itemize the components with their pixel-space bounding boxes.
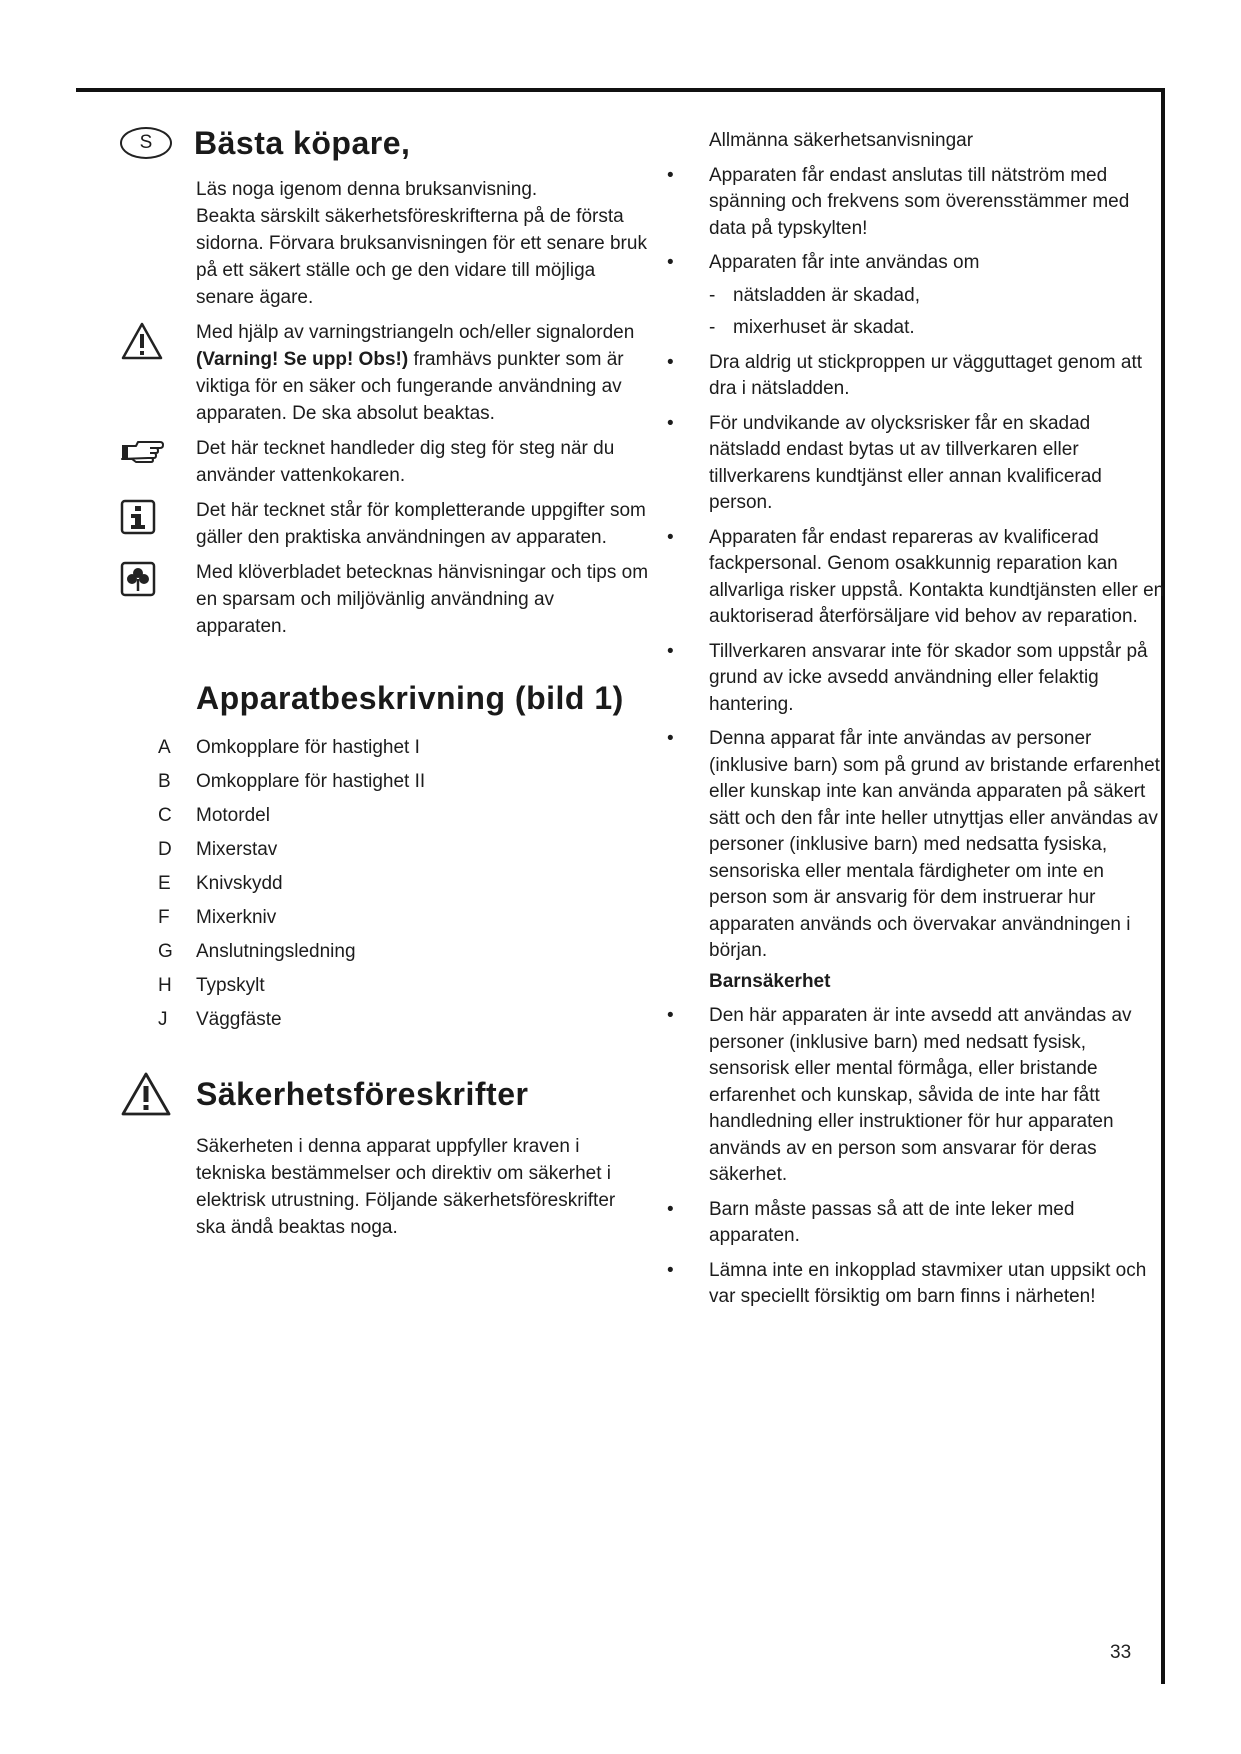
right-column	[665, 128, 1165, 1311]
bullet-icon: •	[667, 526, 674, 548]
sub-list-item	[709, 315, 1165, 342]
part-label: Anslutningsledning	[196, 941, 356, 962]
warning-text	[196, 319, 650, 427]
dash-icon: -	[709, 317, 716, 338]
info-note	[120, 497, 650, 551]
part-letter: A	[158, 737, 171, 758]
general-safety-title: Allmänna säkerhetsanvisningar	[709, 130, 974, 151]
list-item	[665, 250, 1165, 277]
bullet-icon: •	[667, 728, 674, 749]
part-label: Typskylt	[196, 975, 265, 996]
safety-heading	[120, 1067, 650, 1121]
part-item	[120, 1003, 650, 1037]
safety-title: Säkerhetsföreskrifter	[196, 1075, 529, 1112]
list-item	[665, 163, 1165, 243]
warning-text-a: Med hjälp av varningstriangeln och/eller signalorden	[196, 322, 635, 343]
bullet-icon: •	[667, 351, 674, 373]
intro-title: Bästa köpare,	[194, 124, 411, 161]
clover-leaf-icon	[120, 561, 156, 597]
bullet-icon: •	[667, 1259, 674, 1281]
part-item	[120, 731, 650, 765]
bullet-icon: •	[667, 1198, 674, 1220]
info-text: Det här tecknet står för kompletterande uppgifter som gäller den praktiska användningen av apparaten.	[196, 500, 646, 548]
part-item	[120, 867, 650, 901]
hand-text: Det här tecknet handleder dig steg för steg när du använder vattenkokaren.	[196, 438, 615, 486]
sub-list-text: mixerhuset är skadat.	[733, 317, 915, 338]
info-icon	[120, 499, 156, 535]
part-letter: E	[158, 873, 171, 894]
bullet-text: Apparaten får endast repareras av kvalificerad fackpersonal. Genom osakkunnig reparation kan allvarliga risker uppstå. Kontakta kundtjänsten eller en auktoriserad återförsäljare vid behov av reparation.	[709, 526, 1165, 627]
part-letter: C	[158, 805, 172, 826]
safety-text: Säkerheten i denna apparat uppfyller kraven i tekniska bestämmelser och direktiv om säkerhet i elektrisk utrustning. Följande säkerhetsföreskrifter ska ändå beaktas noga.	[196, 1136, 616, 1238]
top-rule	[76, 88, 1164, 92]
part-label: Knivskydd	[196, 873, 283, 894]
bullet-text: Barn måste passas så att de inte leker med apparaten.	[709, 1198, 1075, 1246]
intro-heading	[120, 120, 650, 166]
part-item	[120, 799, 650, 833]
part-item	[120, 935, 650, 969]
bullet-text: Apparaten får inte användas om	[709, 252, 980, 273]
list-item	[665, 726, 1165, 965]
description-title: Apparatbeskrivning (bild 1)	[196, 680, 624, 716]
part-item	[120, 969, 650, 1003]
sub-list-text: nätsladden är skadad,	[733, 284, 920, 306]
hand-note	[120, 435, 650, 489]
part-letter: G	[158, 941, 173, 962]
warning-text-b: framhävs punkter som är viktiga för en säker och fungerande användning av apparaten. De ska absolut beaktas.	[196, 349, 624, 424]
child-safety-title: Barnsäkerhet	[709, 970, 831, 992]
list-item	[665, 411, 1165, 517]
list-item	[665, 1197, 1165, 1250]
bullet-text: Den här apparaten är inte avsedd att användas av personer (inklusive barn) med nedsatt fysisk, sensorisk eller mental förmåga, eller bristande erfarenhet och kunskap, såvida de inte har fått handledning eller instruktioner för hur apparaten används av en person som ansvarar för deras säkerhet.	[709, 1005, 1132, 1185]
part-letter: H	[158, 975, 172, 996]
part-label: Omkopplare för hastighet II	[196, 771, 426, 792]
part-letter: D	[158, 839, 172, 860]
pointing-hand-icon	[120, 437, 164, 463]
eco-note	[120, 559, 650, 640]
part-item	[120, 833, 650, 867]
bullet-icon: •	[667, 412, 674, 434]
bullet-icon: •	[667, 252, 674, 273]
part-label: Motordel	[196, 805, 270, 826]
warning-note	[120, 319, 650, 427]
part-label: Omkopplare för hastighet I	[196, 737, 420, 758]
bullet-icon: •	[667, 640, 674, 662]
list-item	[665, 1003, 1165, 1189]
bullet-text: Dra aldrig ut stickproppen ur vägguttaget genom att dra i nätsladden.	[709, 351, 1143, 399]
warning-triangle-icon	[120, 321, 164, 361]
bullet-text: Apparaten får endast anslutas till nätström med spänning och frekvens som överensstämmer med data på typskylten!	[709, 164, 1130, 239]
warning-signal-words: (Varning! Se upp! Obs!)	[196, 349, 409, 370]
bullet-text: Lämna inte en inkopplad stavmixer utan uppsikt och var speciellt försiktig om barn finns i närheten!	[709, 1259, 1147, 1307]
bullet-text: Tillverkaren ansvarar inte för skador som uppstår på grund av icke avsedd användning eller felaktig hantering.	[709, 640, 1148, 715]
bullet-text: För undvikande av olycksrisker får en skadad nätsladd endast bytas ut av tillverkaren eller tillverkarens kundtjänst eller annan kvalificerad person.	[709, 412, 1102, 513]
list-item	[665, 350, 1165, 403]
bullet-icon: •	[667, 164, 674, 186]
part-letter: J	[158, 1009, 168, 1030]
bullet-text: Denna apparat får inte användas av personer (inklusive barn) som på grund av bristande erfarenhet eller kunskap inte kan använda apparaten på säkert sätt och den får inte heller utnyttjas eller användas av personer (inklusive barn) med nedsatta fysiska, sensoriska eller mentala färdigheter om inte en person som är ansvarig för dem instruerar hur apparaten används och övervakar användningen i början.	[709, 728, 1160, 961]
part-item	[120, 765, 650, 799]
eco-text: Med klöverbladet betecknas hänvisningar och tips om en sparsam och miljövänlig användning av apparaten.	[196, 562, 649, 637]
list-item	[665, 1258, 1165, 1311]
list-item	[665, 525, 1165, 631]
part-label: Mixerkniv	[196, 907, 277, 928]
part-label: Väggfäste	[196, 1009, 282, 1030]
part-label: Mixerstav	[196, 839, 278, 860]
dash-icon: -	[709, 284, 716, 306]
intro-p1: Läs noga igenom denna bruksanvisning.	[196, 179, 538, 200]
parts-list	[120, 731, 650, 1037]
part-letter: B	[158, 771, 171, 792]
list-item	[665, 639, 1165, 719]
page-number: 33	[1110, 1642, 1132, 1663]
bullet-icon: •	[667, 1005, 674, 1026]
part-item	[120, 901, 650, 935]
left-column	[120, 120, 650, 1241]
language-badge: S	[120, 127, 172, 159]
warning-triangle-icon	[120, 1071, 172, 1117]
intro-p2: Beakta särskilt säkerhetsföreskrifterna på de första sidorna. Förvara bruksanvisningen för ett senare bruk på ett säkert ställe och ge den vidare till möjliga senare ägare.	[196, 206, 647, 308]
part-letter: F	[158, 907, 170, 928]
sub-list-item	[709, 283, 1165, 310]
